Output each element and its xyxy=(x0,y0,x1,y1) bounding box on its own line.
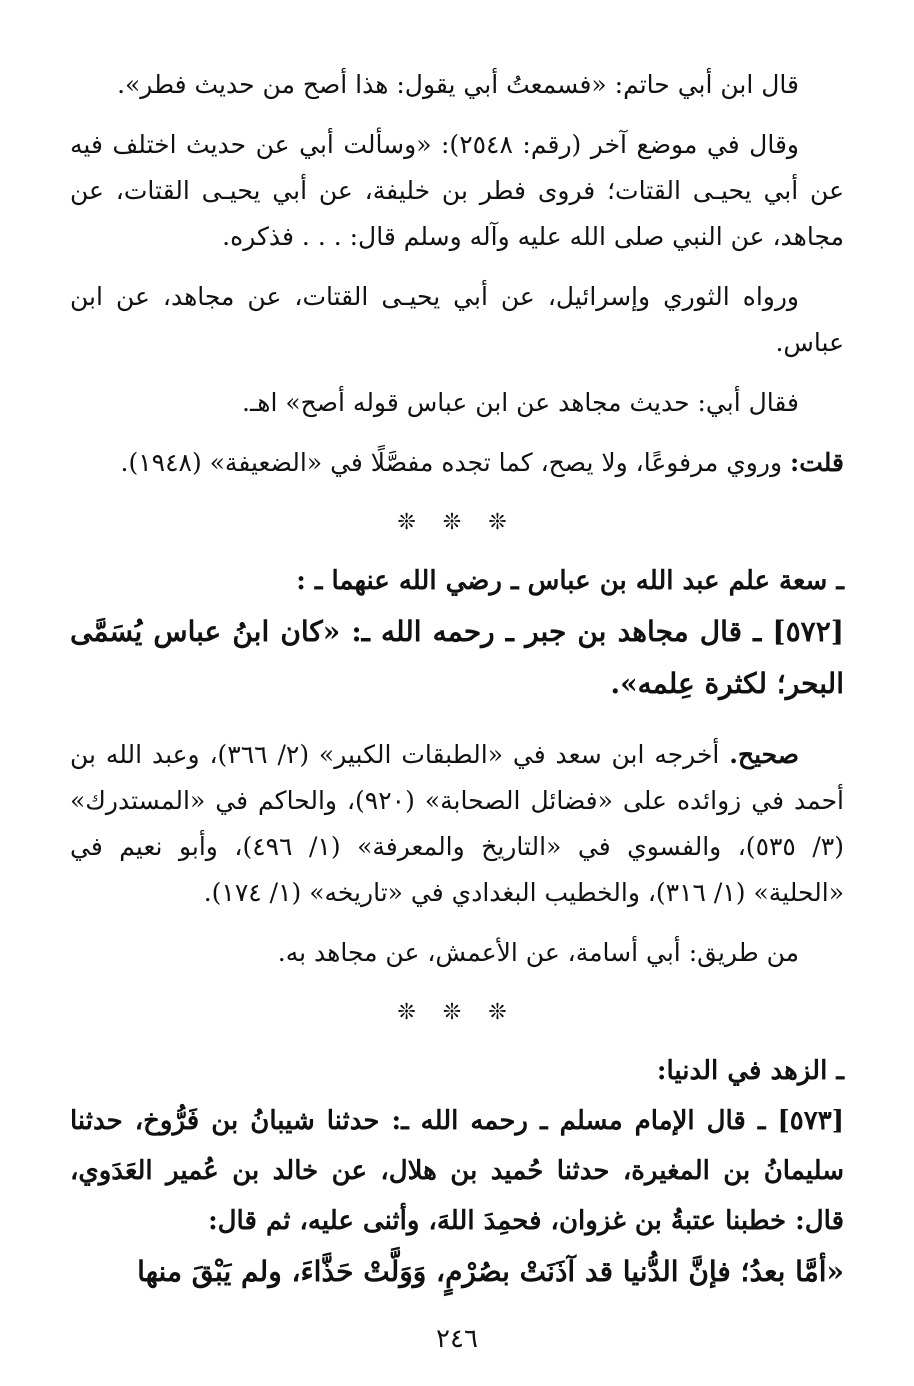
section-separator-stars: ❊ ❊ ❊ xyxy=(397,510,517,535)
section-heading-zuhd: ـ الزهد في الدنيا: xyxy=(656,1056,844,1086)
page-body xyxy=(70,62,844,1298)
qultu-label: قلت: xyxy=(789,448,844,477)
page-number: ٢٤٦ xyxy=(436,1324,478,1354)
athar-572: [٥٧٢] ـ قال مجاهد بن جبر ـ رحمه الله ـ: «كان ابنُ عباس يُسَمَّى البحر؛ لكثرة عِلمه». xyxy=(70,615,844,700)
paragraph-ibn-abi-hatim: قال ابن أبي حاتم: «فسمعتُ أبي يقول: هذا أصح من حديث فطر». xyxy=(117,70,799,99)
hadith-573-chain: [٥٧٣] ـ قال الإمام مسلم ـ رحمه الله ـ: حدثنا شيبانُ بن فَرُّوخ، حدثنا سليمانُ بن المغيرة، حدثنا حُميد بن هلال، عن خالد بن عُمير العَدَوي، قال: خطبنا عتبةُ بن غزوان، فحمِدَ اللهَ، وأثنى عليه، ثم قال: xyxy=(70,1106,844,1236)
paragraph-qultu xyxy=(70,440,844,486)
hadith-573-matn: «أمَّا بعدُ؛ فإنَّ الدُّنيا قد آذَنَتْ بصُرْمٍ، وَوَلَّتْ حَذَّاءَ، ولم يَبْقَ منها xyxy=(137,1255,844,1288)
paragraph-thawri-israil: ورواه الثوري وإسرائيل، عن أبي يحيـى القتات، عن مجاهد، عن ابن عباس. xyxy=(70,282,844,357)
qultu-text: وروي مرفوعًا، ولا يصح، كما تجده مفصَّلًا في «الضعيفة» (١٩٤٨). xyxy=(120,448,790,477)
section-heading-ibn-abbas: ـ سعة علم عبد الله بن عباس ـ رضي الله عنهما ـ : xyxy=(296,566,844,596)
paragraph-another-place: وقال في موضع آخر (رقم: ٢٥٤٨): «وسألت أبي عن حديث اختلف فيه عن أبي يحيـى القتات؛ فروى فطر بن خليفة، عن أبي يحيـى القتات، عن مجاهد، عن النبي صلى الله عليه وآله وسلم قال: . . . فذكره. xyxy=(70,130,844,251)
paragraph-abi-said: فقال أبي: حديث مجاهد عن ابن عباس قوله أصح» اهـ. xyxy=(242,388,799,417)
paragraph-takhrij-572 xyxy=(70,732,844,916)
section-separator-stars: ❊ ❊ ❊ xyxy=(397,1000,517,1025)
paragraph-chain-572: من طريق: أبي أسامة، عن الأعمش، عن مجاهد به. xyxy=(277,938,799,967)
grading-label: صحيح. xyxy=(729,740,799,769)
takhrij-text: أخرجه ابن سعد في «الطبقات الكبير» (٢/ ٣٦٦)، وعبد الله بن أحمد في زوائده على «فضائل الصحابة» (٩٢٠)، والحاكم في «المستدرك» (٣/ ٥٣٥)، والفسوي في «التاريخ والمعرفة» (١/ ٤٩٦)، وأبو نعيم في «الحلية» (١/ ٣١٦)، والخطيب البغدادي في «تاريخه» (١/ ١٧٤). xyxy=(70,740,844,907)
